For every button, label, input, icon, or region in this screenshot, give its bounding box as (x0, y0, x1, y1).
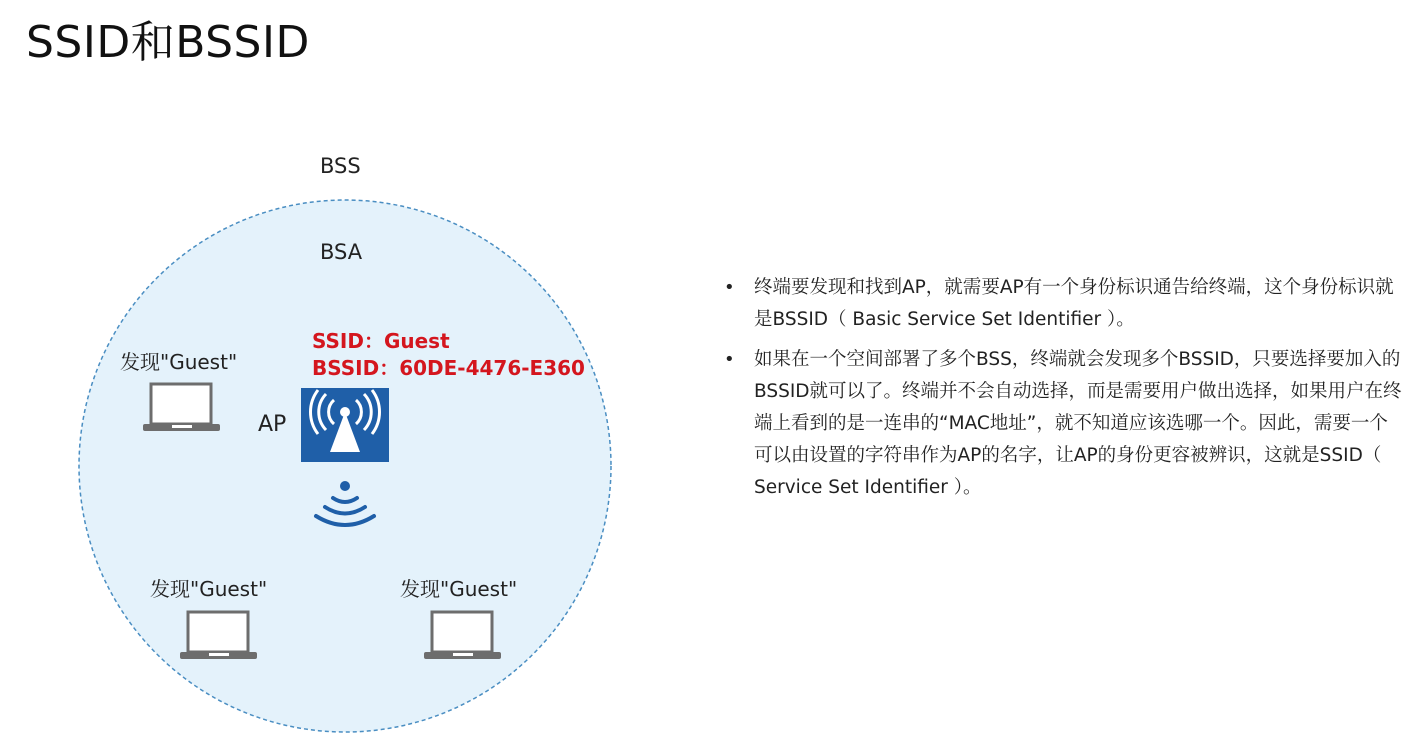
laptop-icon (180, 612, 257, 659)
bullet-marker: • (724, 277, 735, 298)
bssid-value: BSSID：60DE-4476-E360 (312, 356, 585, 380)
laptop-icon (424, 612, 501, 659)
ap-label: AP (258, 412, 287, 437)
ssid-value: SSID：Guest (312, 329, 450, 353)
bullet-text: 终端要发现和找到AP，就需要AP有一个身份标识通告给终端，这个身份标识就是BSSID（ Basic Service Set Identifier ）。 (754, 277, 1394, 330)
bsa-label: BSA (320, 240, 363, 264)
discover-label: 发现"Guest" (150, 577, 268, 601)
bss-label: BSS (320, 154, 361, 178)
bsa-coverage-circle (79, 200, 611, 732)
explanation-list (724, 272, 1404, 512)
laptop-icon (143, 384, 220, 431)
list-item (724, 344, 1404, 504)
access-point-icon (301, 388, 389, 462)
list-item (724, 272, 1404, 336)
bss-diagram (0, 0, 700, 748)
discover-label: 发现"Guest" (400, 577, 518, 601)
bullet-text: 如果在一个空间部署了多个BSS，终端就会发现多个BSSID，只要选择要加入的BSSID就可以了。终端并不会自动选择，而是需要用户做出选择，如果用户在终端上看到的是一连串的“MAC地址”，就不知道应该选哪一个。因此，需要一个可以由设置的字符串作为AP的名字，让AP的身份更容被辨识，这就是SSID（ Service Set Identifier ）。 (754, 349, 1402, 498)
discover-label: 发现"Guest" (120, 350, 238, 374)
bullet-marker: • (724, 349, 735, 370)
page-title: SSID和BSSID (26, 17, 310, 68)
